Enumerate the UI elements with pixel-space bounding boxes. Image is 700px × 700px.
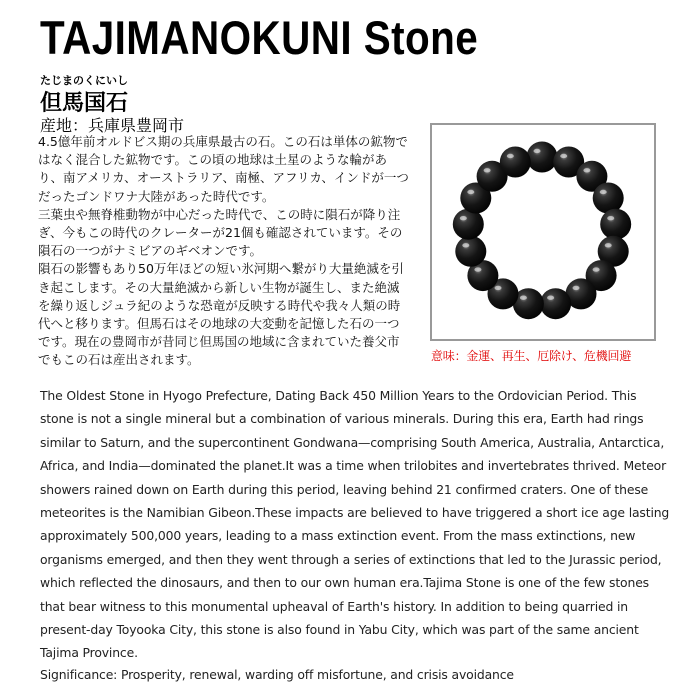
english-description: [40, 384, 670, 665]
bead-highlight: [520, 296, 527, 300]
bead: [453, 209, 484, 240]
bead-highlight: [607, 216, 614, 220]
bead-highlight: [547, 296, 554, 300]
english-significance: Significance: Prosperity, renewal, warding off misfortune, and crisis avoidance: [40, 667, 514, 682]
bead-highlight: [507, 154, 514, 158]
meaning-label: 意味：金運、再生、厄除け、危機回避: [431, 349, 632, 363]
bead-highlight: [484, 168, 491, 172]
origin-label: 産地：兵庫県豊岡市: [40, 116, 185, 135]
bead-highlight: [460, 216, 467, 220]
bead-highlight: [583, 168, 590, 172]
stone-name-japanese: 但馬国石: [40, 91, 129, 116]
bracelet-photo-frame: [430, 123, 656, 341]
jp-paragraph-3: 隕石の影響もあり50万年ほどの短い氷河期へ繋がり大量絶滅を引き起こします。その大量絶滅から新しい生物が誕生し、また絶滅を繰り返しジュラ紀のような恐竜が反映する時代や我々人類の時代へと移ります。但馬石はその地球の大変動を記憶した石の一つです。現在の豊岡市が昔同じ但馬国の地域に含まれていた養父市でもこの石は産出されます。: [38, 261, 404, 368]
en-paragraph: The Oldest Stone in Hyogo Prefecture, Dating Back 450 Million Years to the Ordovician Period. This stone is not a single mineral but a combination of various minerals. During this era, Earth had rings similar to Saturn, and the supercontinent Gondwana—comprising South America, Australia, Antarctica, Africa, and India—dominated the planet.It was a time when trilobites and invertebrates thrived. Meteor showers rained down on Earth during this period, leaving behind 21 confirmed craters. One of these meteorites is the Namibian Gibeon.These impacts are believed to have triggered a short ice age lasting approximately 500,000 years, leading to a mass extinction event. From the mass extinctions, new organisms emerged, and then they went through a series of extinctions that led to the Jurassic period, which reflected the dinosaurs, and then to our own human era.Tajima Stone is one of the few stones that bear witness to this monumental upheaval of Earth's history. In addition to being quarried in present-day Toyooka City, this stone is also found in Yabu City, which was part of the same ancient Tajima Province.: [40, 388, 670, 661]
bead-highlight: [462, 243, 469, 247]
bead-highlight: [560, 154, 567, 158]
bracelet-beads: [453, 142, 631, 320]
bead-highlight: [605, 243, 612, 247]
bead-highlight: [534, 149, 541, 153]
bead: [600, 209, 631, 240]
bracelet-image: [432, 125, 654, 339]
page-title: TAJIMANOKUNI Stone: [40, 11, 479, 64]
jp-paragraph-1: 4.5億年前オルドビス期の兵庫県最古の石。この石は単体の鉱物ではなく混合した鉱物です。この頃の地球は土星のような輪があり、南アメリカ、オーストラリア、南極、アフリカ、インドが一つだったゴンドワナ大陸があった時代です。: [38, 134, 409, 204]
bead: [500, 147, 531, 178]
bead-highlight: [474, 267, 481, 271]
bead-highlight: [593, 267, 600, 271]
bead-highlight: [467, 190, 474, 194]
bead: [540, 288, 571, 319]
bead-highlight: [573, 286, 580, 290]
bead: [455, 236, 486, 267]
jp-paragraph-2: 三葉虫や無脊椎動物が中心だった時代で、この時に隕石が降り注ぎ、今もこの時代のクレーターが21個も確認されています。その隕石の一つがナミビアのギベオンです。: [38, 206, 403, 259]
bead-highlight: [600, 190, 607, 194]
bead: [527, 142, 558, 173]
bead-highlight: [495, 286, 502, 290]
bead: [593, 183, 624, 214]
furigana-reading: たじまのくにいし: [40, 74, 128, 87]
japanese-description: [38, 133, 410, 370]
